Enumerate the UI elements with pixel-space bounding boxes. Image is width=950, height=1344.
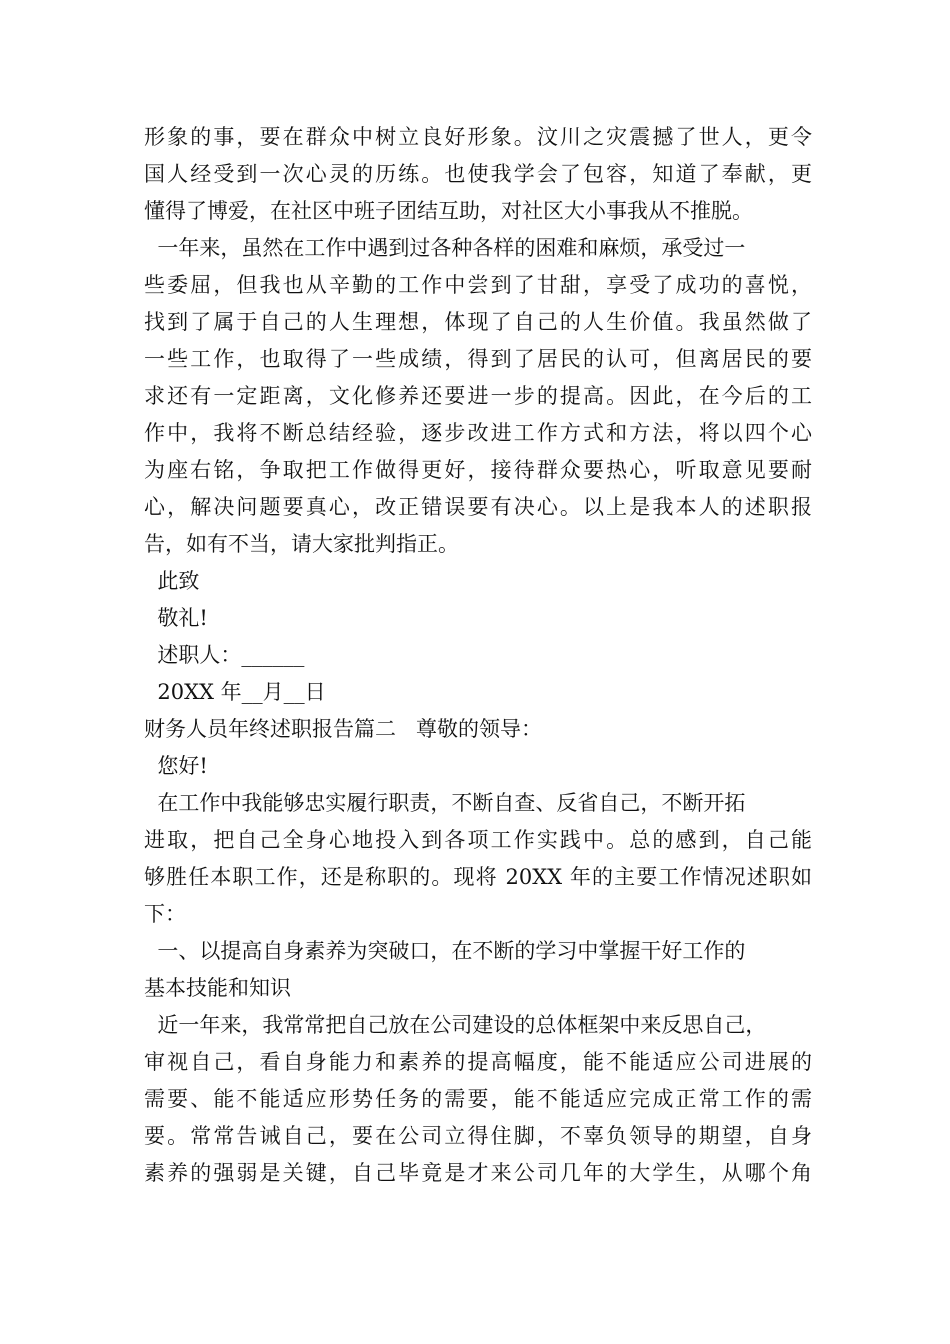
text-line: 求还有一定距离，文化修养还要进一步的提高。因此，在今后的工 — [144, 384, 812, 408]
text-line: 基本技能和知识 — [144, 976, 291, 1000]
text-line: 找到了属于自己的人生理想，体现了自己的人生价值。我虽然做了 — [144, 310, 812, 334]
text-line: 近一年来，我常常把自己放在公司建设的总体框架中来反思自己， — [144, 1013, 767, 1037]
text-line: 下： — [144, 902, 186, 926]
text-line: 形象的事，要在群众中树立良好形象。汶川之灾震撼了世人，更令 — [144, 125, 812, 149]
text-line: 敬礼! — [144, 606, 208, 630]
text-line: 告，如有不当，请大家批判指正。 — [144, 532, 459, 556]
text-line: 20XX 年__月__日 — [144, 680, 326, 704]
text-line: 此致 — [144, 569, 200, 593]
text-line: 心，解决问题要真心，改正错误要有决心。以上是我本人的述职报 — [144, 495, 812, 519]
text-line: 述职人：______ — [144, 643, 305, 667]
text-line: 一年来，虽然在工作中遇到过各种各样的困难和麻烦，承受过一 — [144, 236, 746, 260]
text-line: 一些工作，也取得了一些成绩，得到了居民的认可，但离居民的要 — [144, 347, 812, 371]
text-line: 需要、能不能适应形势任务的需要，能不能适应完成正常工作的需 — [144, 1087, 812, 1111]
text-line: 国人经受到一次心灵的历练。也使我学会了包容，知道了奉献，更 — [144, 162, 812, 186]
text-line: 审视自己，看自身能力和素养的提高幅度，能不能适应公司进展的 — [144, 1050, 812, 1074]
text-line: 为座右铭，争取把工作做得更好，接待群众要热心，听取意见要耐 — [144, 458, 812, 482]
text-line: 财务人员年终述职报告篇二 尊敬的领导： — [144, 717, 543, 741]
text-line: 素养的强弱是关键，自己毕竟是才来公司几年的大学生，从哪个角 — [144, 1161, 812, 1185]
document-body — [144, 119, 812, 1192]
text-line: 作中，我将不断总结经验，逐步改进工作方式和方法，将以四个心 — [144, 421, 812, 445]
text-line: 一、以提高自身素养为突破口，在不断的学习中掌握干好工作的 — [144, 939, 746, 963]
text-line: 够胜任本职工作，还是称职的。现将 20XX 年的主要工作情况述职如 — [144, 865, 812, 889]
text-line: 您好! — [144, 754, 208, 778]
text-line: 进取，把自己全身心地投入到各项工作实践中。总的感到，自己能 — [144, 828, 812, 852]
text-line: 些委屈，但我也从辛勤的工作中尝到了甘甜，享受了成功的喜悦， — [144, 273, 812, 297]
text-line: 在工作中我能够忠实履行职责，不断自查、反省自己，不断开拓 — [144, 791, 746, 815]
text-line: 懂得了博爱，在社区中班子团结互助，对社区大小事我从不推脱。 — [144, 199, 753, 223]
text-line: 要。常常告诫自己，要在公司立得住脚，不辜负领导的期望，自身 — [144, 1124, 812, 1148]
